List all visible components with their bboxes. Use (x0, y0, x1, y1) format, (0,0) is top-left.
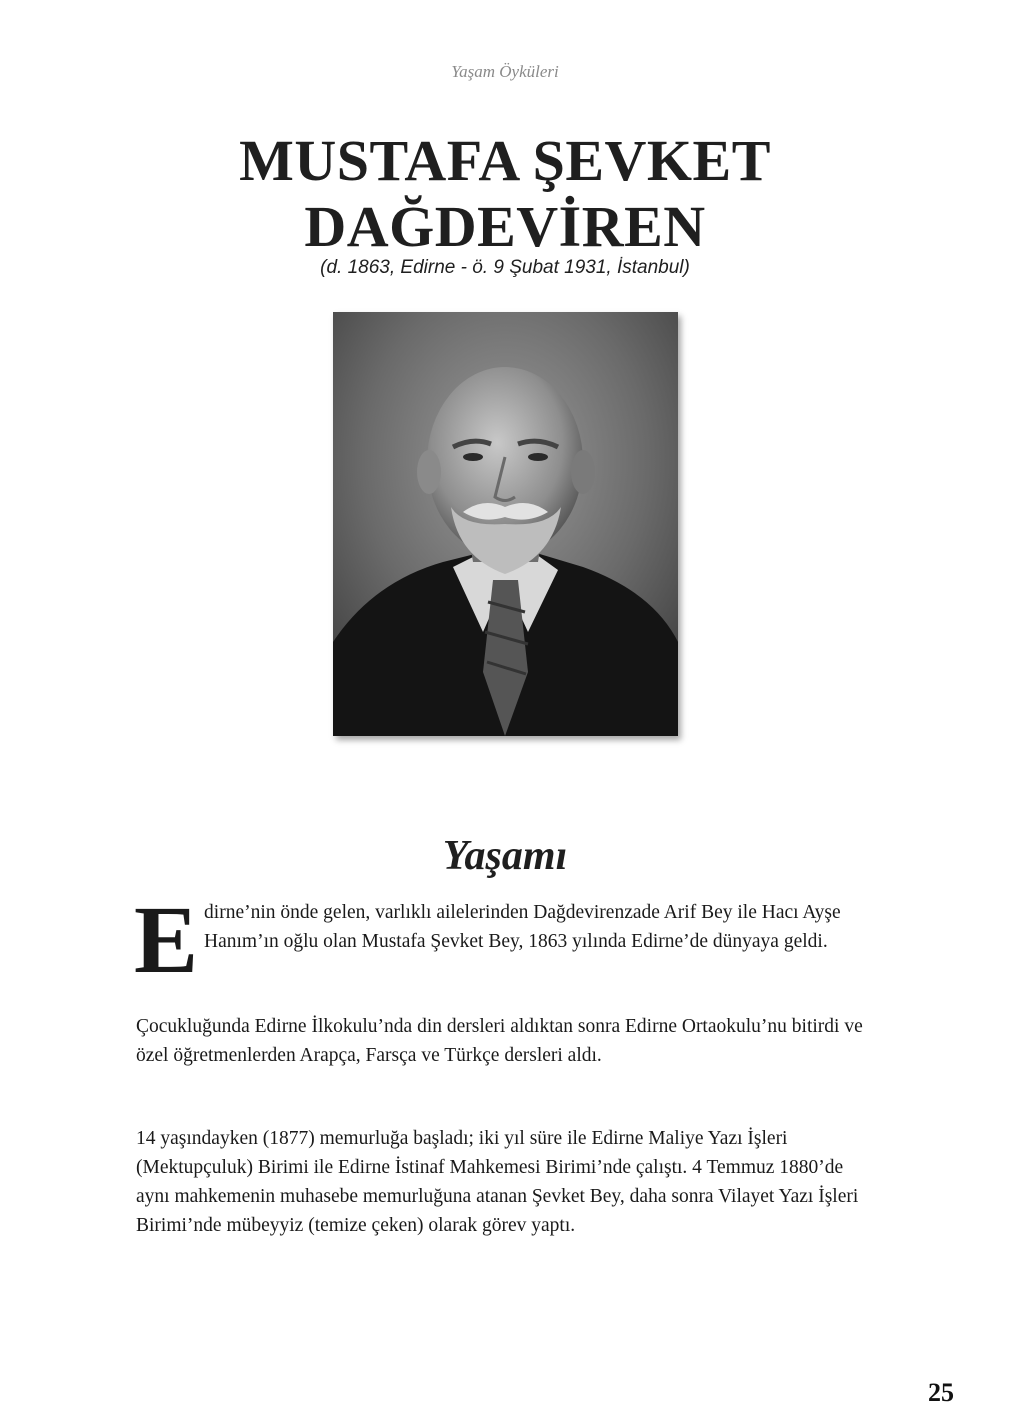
portrait-photo (333, 312, 678, 736)
title-line-2: DAĞDEVİREN (304, 194, 706, 259)
paragraph-1-text: dirne’nin önde gelen, varlıklı ailelerinden Dağdevirenzade Arif Bey ile Hacı Ayşe Hanım’ın oğlu olan Mustafa Şevket Bey, 1863 yılında Edirne’de dünyaya geldi. (204, 902, 841, 952)
drop-cap: E (134, 886, 199, 993)
section-heading: Yaşamı (442, 833, 568, 879)
running-head: Yaşam Öyküleri (451, 62, 559, 81)
paragraph-1 (134, 886, 876, 993)
life-dates: (d. 1863, Edirne - ö. 9 Şubat 1931, İstanbul) (320, 257, 690, 278)
title-line-1: MUSTAFA ŞEVKET (239, 128, 771, 193)
page-title (0, 128, 1010, 260)
paragraph-3: 14 yaşındayken (1877) memurluğa başladı; iki yıl süre ile Edirne Maliye Yazı İşleri (Mektupçuluk) Birimi ile Edirne İstinaf Mahkemesi Birimi’nde çalıştı. 4 Temmuz 1880’de aynı mahkemenin muhasebe memurluğuna atanan Şevket Bey, daha sonra Vilayet Yazı İşleri Birimi’nde mübeyyiz (temize çeken) olarak görev yaptı. (136, 1128, 859, 1236)
paragraph-2: Çocukluğunda Edirne İlkokulu’nda din dersleri aldıktan sonra Edirne Ortaokulu’nu bitirdi ve özel öğretmenlerden Arapça, Farsça ve Türkçe dersleri aldı. (136, 1016, 863, 1066)
page-number: 25 (928, 1378, 954, 1407)
